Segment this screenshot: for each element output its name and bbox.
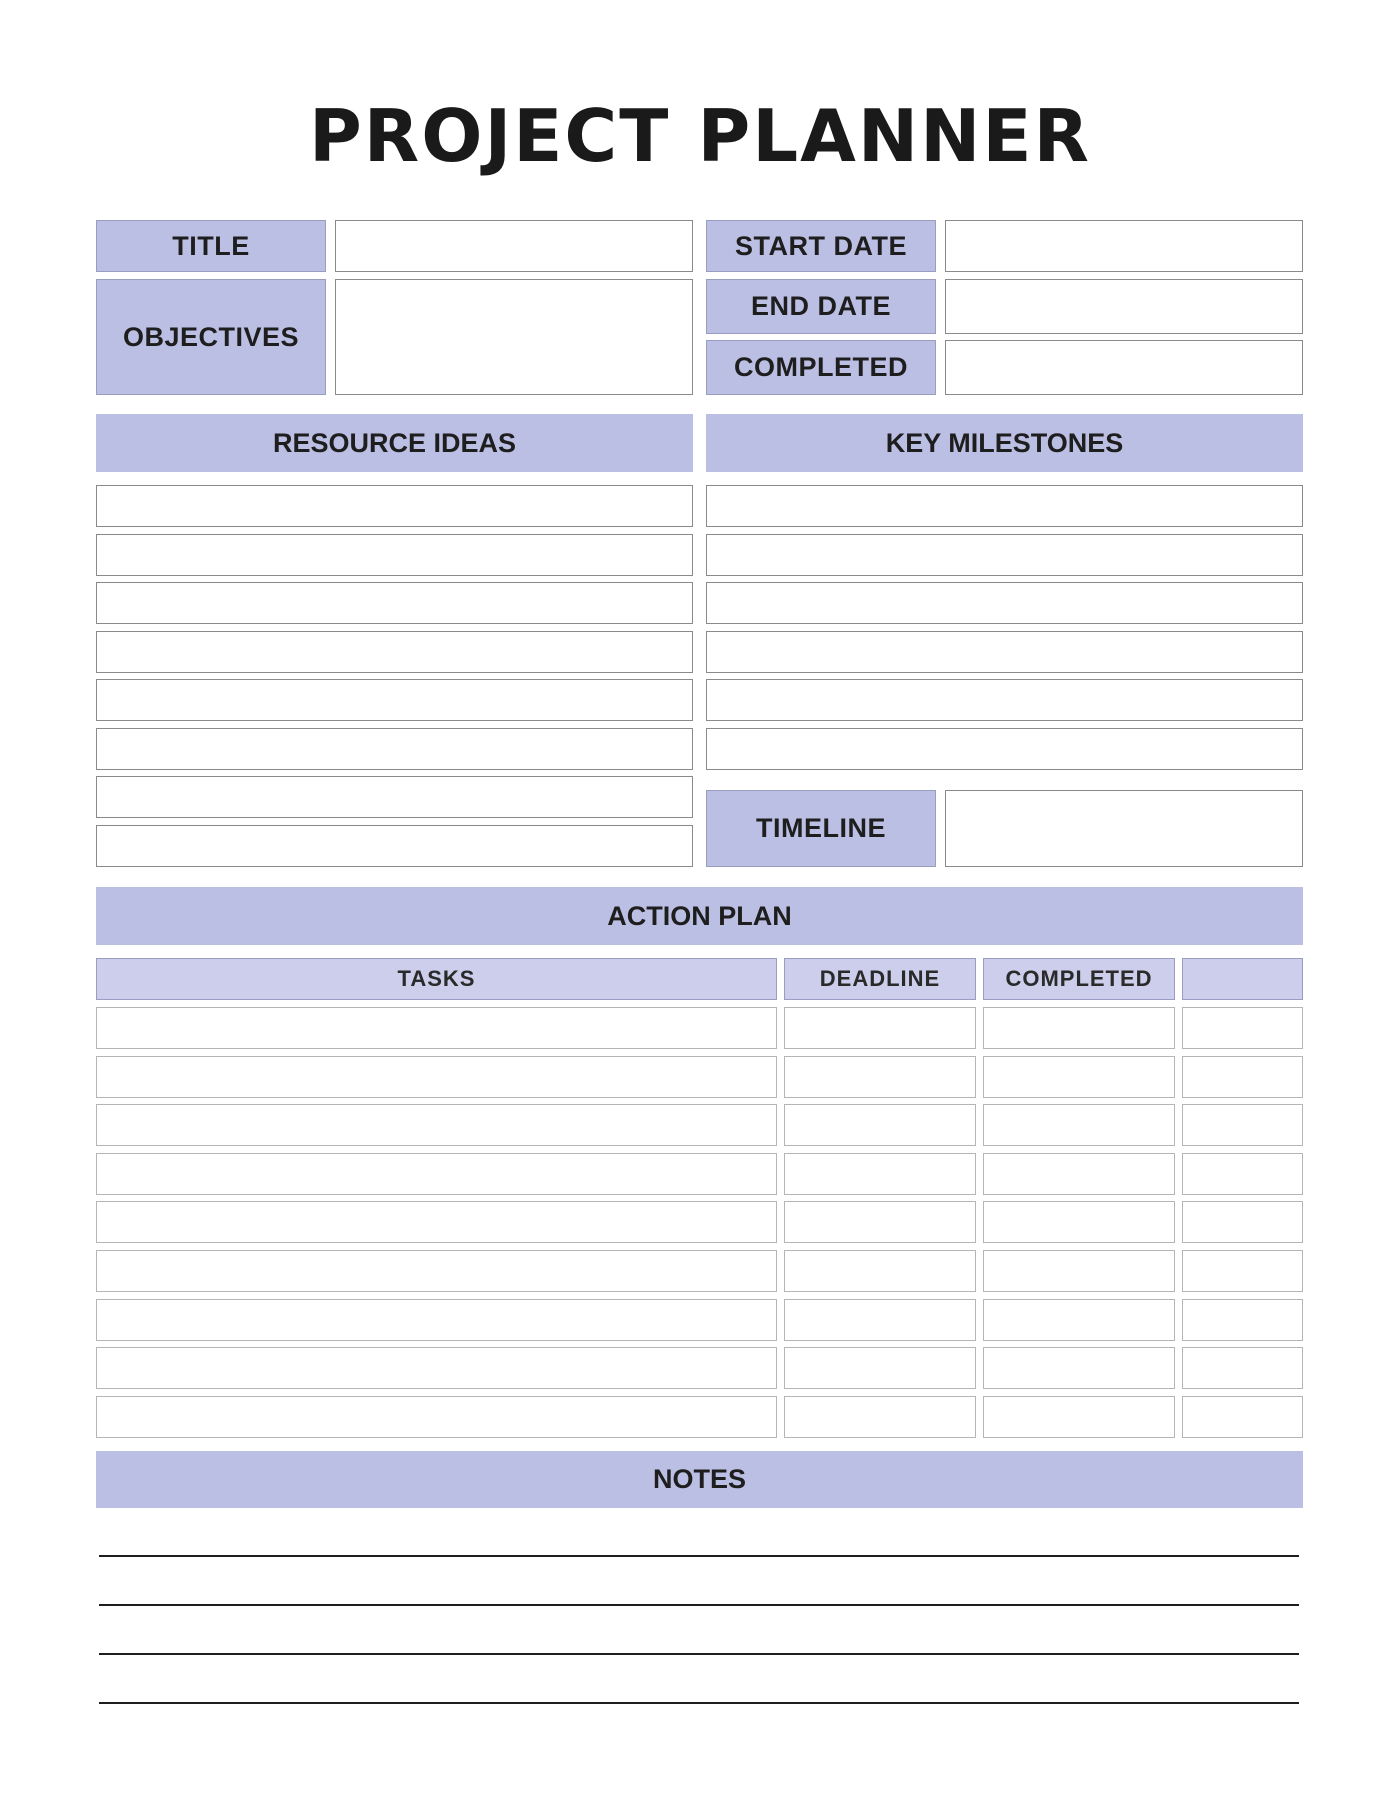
completed-cell[interactable]: [983, 1153, 1175, 1195]
deadline-cell[interactable]: [784, 1347, 976, 1389]
completed-label: COMPLETED: [706, 340, 936, 395]
extra-cell[interactable]: [1182, 1347, 1303, 1389]
title-label: TITLE: [96, 220, 326, 272]
task-cell[interactable]: [96, 1056, 777, 1098]
objectives-field[interactable]: [335, 279, 693, 395]
deadline-cell[interactable]: [784, 1250, 976, 1292]
deadline-cell[interactable]: [784, 1299, 976, 1341]
resource-ideas-list: [96, 485, 693, 867]
extra-cell[interactable]: [1182, 1396, 1303, 1438]
extra-cell[interactable]: [1182, 1201, 1303, 1243]
milestone-row[interactable]: [706, 728, 1303, 770]
task-cell[interactable]: [96, 1104, 777, 1146]
deadline-cell[interactable]: [784, 1007, 976, 1049]
extra-cell[interactable]: [1182, 1299, 1303, 1341]
task-cell[interactable]: [96, 1299, 777, 1341]
resource-idea-row[interactable]: [96, 825, 693, 867]
completed-cell[interactable]: [983, 1007, 1175, 1049]
task-cell[interactable]: [96, 1201, 777, 1243]
milestone-row[interactable]: [706, 534, 1303, 576]
completed-field[interactable]: [945, 340, 1303, 395]
extra-cell[interactable]: [1182, 1007, 1303, 1049]
timeline-field[interactable]: [945, 790, 1303, 867]
resource-idea-row[interactable]: [96, 776, 693, 818]
notes-line[interactable]: [99, 1604, 1299, 1606]
task-cell[interactable]: [96, 1347, 777, 1389]
deadline-cell[interactable]: [784, 1201, 976, 1243]
timeline-label: TIMELINE: [706, 790, 936, 867]
extra-cell[interactable]: [1182, 1056, 1303, 1098]
extra-cell[interactable]: [1182, 1104, 1303, 1146]
notes-header: NOTES: [96, 1451, 1303, 1508]
completed-cell[interactable]: [983, 1396, 1175, 1438]
task-cell[interactable]: [96, 1396, 777, 1438]
end-date-field[interactable]: [945, 279, 1303, 334]
completed-cell[interactable]: [983, 1104, 1175, 1146]
start-date-label: START DATE: [706, 220, 936, 272]
key-milestones-list: [706, 485, 1303, 770]
resource-idea-row[interactable]: [96, 631, 693, 673]
start-date-field[interactable]: [945, 220, 1303, 272]
task-cell[interactable]: [96, 1250, 777, 1292]
resource-idea-row[interactable]: [96, 534, 693, 576]
milestone-row[interactable]: [706, 582, 1303, 624]
task-cell[interactable]: [96, 1007, 777, 1049]
deadline-cell[interactable]: [784, 1056, 976, 1098]
deadline-column-header: DEADLINE: [784, 958, 976, 1000]
extra-cell[interactable]: [1182, 1153, 1303, 1195]
title-field[interactable]: [335, 220, 693, 272]
deadline-cell[interactable]: [784, 1396, 976, 1438]
resource-idea-row[interactable]: [96, 485, 693, 527]
action-plan-header: ACTION PLAN: [96, 887, 1303, 945]
resource-idea-row[interactable]: [96, 728, 693, 770]
completed-cell[interactable]: [983, 1250, 1175, 1292]
task-cell[interactable]: [96, 1153, 777, 1195]
tasks-column-header: TASKS: [96, 958, 777, 1000]
milestone-row[interactable]: [706, 485, 1303, 527]
deadline-cell[interactable]: [784, 1104, 976, 1146]
objectives-label: OBJECTIVES: [96, 279, 326, 395]
completed-cell[interactable]: [983, 1201, 1175, 1243]
completed-cell[interactable]: [983, 1299, 1175, 1341]
milestone-row[interactable]: [706, 679, 1303, 721]
milestone-row[interactable]: [706, 631, 1303, 673]
completed-column-header: COMPLETED: [983, 958, 1175, 1000]
notes-line[interactable]: [99, 1702, 1299, 1704]
key-milestones-header: KEY MILESTONES: [706, 414, 1303, 472]
end-date-label: END DATE: [706, 279, 936, 334]
completed-cell[interactable]: [983, 1347, 1175, 1389]
resource-ideas-header: RESOURCE IDEAS: [96, 414, 693, 472]
deadline-cell[interactable]: [784, 1153, 976, 1195]
notes-line[interactable]: [99, 1653, 1299, 1655]
page-title: PROJECT PLANNER: [309, 94, 1091, 178]
completed-cell[interactable]: [983, 1056, 1175, 1098]
notes-line[interactable]: [99, 1555, 1299, 1557]
extra-cell[interactable]: [1182, 1250, 1303, 1292]
resource-idea-row[interactable]: [96, 679, 693, 721]
resource-idea-row[interactable]: [96, 582, 693, 624]
extra-column-header: [1182, 958, 1303, 1000]
